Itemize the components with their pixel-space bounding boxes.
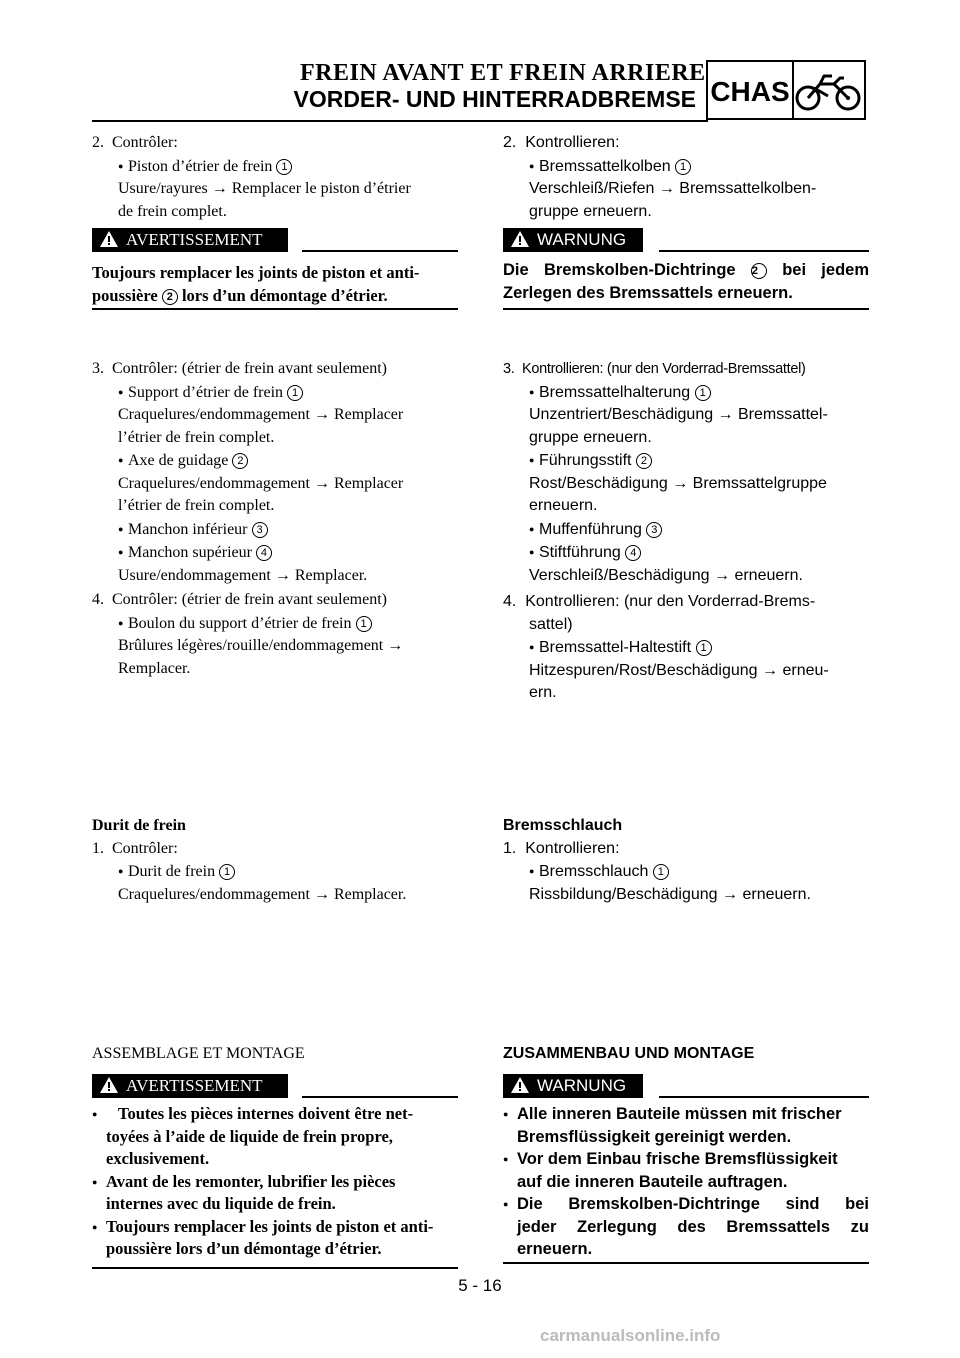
instruction-text: Remplacer.: [118, 659, 191, 677]
step-title: Contrôler: (étrier de frein avant seulement): [112, 591, 387, 608]
fr-section-3: [92, 358, 458, 680]
instruction-text: ern.: [529, 684, 557, 701]
warning-icon: [100, 1077, 118, 1093]
instruction-text: Verschleiß/Beschädigung → erneuern.: [529, 566, 803, 584]
step-number: 2.: [92, 134, 104, 151]
callout-number: 1: [695, 385, 711, 401]
de-warning-2-text: [503, 1103, 869, 1261]
warning-text: jeder Zerlegung des Bremssattels zu: [517, 1217, 869, 1236]
page-number: 5 - 16: [458, 1276, 502, 1295]
warning-text: internes avec du liquide de frein.: [106, 1194, 336, 1213]
warning-text: lors d’un démontage d’étrier.: [181, 285, 388, 305]
warning-text: Zerlegen des Bremssattels erneuern.: [503, 283, 793, 302]
warning-rule: [302, 1096, 458, 1098]
list-item: Piston d’étrier de frein: [128, 157, 273, 175]
step-title: Kontrollieren: (nur den Vorderrad-Brems-: [525, 593, 816, 610]
instruction-text: l’étrier de frein complet.: [118, 428, 275, 446]
section-heading: Bremsschlauch: [503, 817, 623, 834]
step-number: 1.: [503, 839, 517, 857]
instruction-text: Usure/rayures → Remplacer le piston d’étrier: [118, 180, 411, 197]
de-section-3: [503, 358, 869, 705]
fr-warning-2-header: [92, 1074, 458, 1102]
section-heading: ASSEMBLAGE ET MONTAGE: [92, 1045, 305, 1062]
warning-text: erneuern.: [517, 1240, 593, 1258]
step-title: Kontrollieren:: [525, 134, 620, 151]
instruction-text: Hitzespuren/Rost/Beschädigung → erneu-: [529, 661, 829, 679]
header-rule: [92, 120, 708, 122]
instruction-text: Craquelures/endommagement → Remplacer: [118, 474, 404, 492]
callout-number: 2: [636, 453, 652, 469]
step-number: 2.: [503, 134, 517, 151]
callout-number: 2: [162, 289, 178, 305]
section-heading: Durit de frein: [92, 817, 186, 834]
de-warning-1-text: [503, 259, 869, 304]
instruction-text: Verschleiß/Riefen → Bremssattelkolben-: [529, 180, 817, 197]
step-title: Contrôler:: [112, 134, 178, 151]
warning-rule: [659, 1096, 869, 1098]
warning-icon: [100, 231, 118, 247]
callout-number: 3: [252, 522, 268, 538]
warning-badge: [503, 1074, 643, 1098]
warning-label: AVERTISSEMENT: [126, 230, 263, 249]
list-item: Bremssattel-Haltestift: [539, 639, 692, 656]
callout-number: 1: [219, 864, 235, 880]
list-item: Bremsschlauch: [539, 863, 649, 880]
list-item: Manchon inférieur: [128, 520, 248, 538]
warning-text: auf die inneren Bauteile auftragen.: [517, 1172, 788, 1191]
de-warning-1-header: [503, 228, 869, 256]
warning-text: Die Bremskolben-Dichtringe sind bei: [517, 1195, 869, 1213]
section-badge: [706, 60, 866, 120]
warning-text: Avant de les remonter, lubrifier les pièces: [106, 1171, 396, 1191]
instruction-text: Usure/endommagement → Remplacer.: [118, 566, 368, 584]
list-item: Boulon du support d’étrier de frein: [128, 614, 352, 632]
list-item: Durit de frein: [128, 863, 216, 880]
fr-section-2: [92, 132, 458, 223]
instruction-text: Craquelures/endommagement → Remplacer: [118, 406, 404, 423]
warning-text: Bremsflüssigkeit gereinigt werden.: [517, 1127, 792, 1146]
callout-number: 1: [675, 159, 691, 175]
motorcycle-icon: [794, 66, 862, 116]
callout-number: 2: [232, 453, 248, 469]
step-title: Kontrollieren:: [525, 839, 620, 857]
fr-assembly-heading-wrap: [92, 1043, 458, 1066]
warning-icon: [511, 1077, 529, 1093]
instruction-text: Rissbildung/Beschädigung → erneuern.: [529, 885, 811, 903]
warning-icon: [511, 231, 529, 247]
de-section-2: [503, 132, 869, 223]
instruction-text: l’étrier de frein complet.: [118, 497, 275, 514]
warning-text: Alle inneren Bauteile müssen mit frischer: [517, 1105, 842, 1123]
instruction-text: erneuern.: [529, 497, 598, 514]
callout-number: 4: [625, 545, 641, 561]
step-number: 3.: [503, 361, 515, 377]
step-title: Contrôler: (étrier de frein avant seulement): [112, 360, 387, 377]
fr-warning-1-header: [92, 228, 458, 256]
list-item: Manchon supérieur: [128, 544, 252, 561]
callout-number: 1: [276, 159, 292, 175]
instruction-text: gruppe erneuern.: [529, 202, 652, 220]
step-title: Kontrollieren: (nur den Vorderrad-Bremssattel): [521, 361, 806, 377]
instruction-text: gruppe erneuern.: [529, 428, 652, 446]
title-french: FREIN AVANT ET FREIN ARRIERE: [300, 60, 706, 86]
instruction-text: Unzentriert/Beschädigung → Bremssattel-: [529, 406, 828, 423]
list-item: Axe de guidage: [128, 452, 229, 469]
warning-badge: [92, 228, 288, 252]
warning-text: poussière lors d’un démontage d’étrier.: [106, 1239, 382, 1258]
step-title: Contrôler:: [112, 839, 178, 857]
warning-text: Die Bremskolben-Dichtringe: [503, 261, 736, 279]
warning-end-rule: [503, 1262, 869, 1264]
list-item: Führungsstift: [539, 452, 632, 469]
callout-number: 3: [646, 522, 662, 538]
warning-rule: [659, 250, 869, 252]
warning-text: poussière: [92, 285, 158, 305]
callout-number: 1: [287, 385, 303, 401]
list-item: Muffenführung: [539, 520, 642, 538]
list-item: Bremssattelkolben: [539, 157, 671, 175]
warning-badge: [92, 1074, 288, 1098]
list-item: Stiftführung: [539, 544, 621, 561]
callout-number: 1: [653, 864, 669, 880]
warning-text: bei jedem: [782, 261, 869, 279]
instruction-text: Brûlures légères/rouille/endommagement →: [118, 637, 404, 654]
step-number: 4.: [503, 593, 517, 610]
page-header: [0, 0, 960, 130]
warning-end-rule: [92, 308, 458, 310]
warning-text: toyées à l’aide de liquide de frein propre,: [106, 1126, 393, 1146]
warning-badge: [503, 228, 643, 252]
warning-text: Toutes les pièces internes doivent être net-: [118, 1104, 414, 1123]
watermark: carmanualsonline.info: [540, 1326, 721, 1345]
callout-number: 4: [256, 545, 272, 561]
section-heading: ZUSAMMENBAU UND MONTAGE: [503, 1045, 755, 1062]
warning-text: exclusivement.: [106, 1149, 210, 1168]
list-item: Bremssattelhalterung: [539, 383, 691, 401]
fr-warning-1-text: [92, 262, 458, 307]
section-label: CHAS: [708, 62, 794, 118]
warning-label: AVERTISSEMENT: [126, 1076, 263, 1095]
warning-end-rule: [503, 308, 869, 310]
warning-end-rule: [92, 1267, 458, 1269]
title-german: VORDER- UND HINTERRADBREMSE: [293, 86, 696, 112]
de-hose-section: [503, 815, 869, 906]
fr-hose-section: [92, 815, 458, 906]
step-title: sattel): [529, 615, 573, 633]
instruction-text: Rost/Beschädigung → Bremssattelgruppe: [529, 474, 827, 492]
instruction-text: Craquelures/endommagement → Remplacer.: [118, 885, 407, 903]
de-warning-2-header: [503, 1074, 869, 1102]
step-number: 1.: [92, 839, 104, 857]
warning-label: WARNUNG: [537, 230, 627, 249]
warning-text: Vor dem Einbau frische Bremsflüssigkeit: [517, 1150, 838, 1168]
step-number: 4.: [92, 591, 104, 608]
warning-text: Toujours remplacer les joints de piston et anti-: [92, 263, 420, 282]
fr-warning-2-text: [92, 1103, 458, 1261]
warning-rule: [302, 250, 458, 252]
step-number: 3.: [92, 360, 104, 377]
callout-number: 1: [356, 616, 372, 632]
de-assembly-heading-wrap: [503, 1043, 869, 1066]
warning-text: Toujours remplacer les joints de piston et anti-: [106, 1216, 434, 1236]
warning-label: WARNUNG: [537, 1076, 627, 1095]
callout-number: 1: [696, 640, 712, 656]
instruction-text: de frein complet.: [118, 202, 227, 220]
list-item: Support d’étrier de frein: [128, 383, 284, 401]
callout-number: 2: [751, 263, 767, 279]
